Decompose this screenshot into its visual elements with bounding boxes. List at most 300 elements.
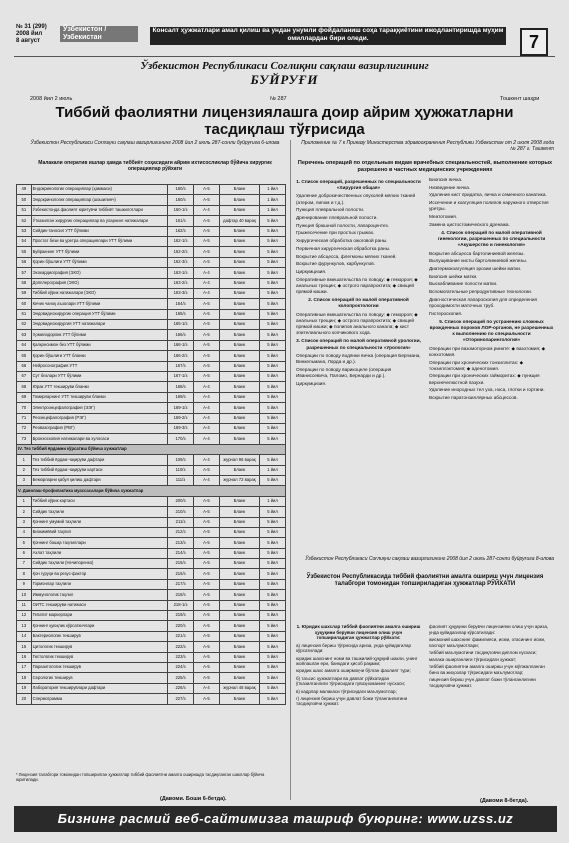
form-type: Бланк [219,631,259,641]
retention-period: 5 йил [260,559,286,569]
section-heading: 1. Юридик шахслар тиббий фаолиятни амалга ошириш ҳуқуқини берувчи лицензия олиш учун топшириладиган ҳужжатлар рўйхати: [296,624,421,641]
row-number: 54 [17,236,32,246]
row-number: 5 [17,538,32,548]
row-number: 6 [17,548,32,558]
paragraph: Вспомогательные репродуктивные технологии. [429,289,532,295]
paragraph: Биопсия шейки матки. [429,273,478,279]
paper-size: А-4 [193,205,219,215]
paper-size: А-5 [193,185,219,195]
form-type: Бланк [219,382,259,392]
row-number: 58 [17,278,32,288]
row-number: 9 [17,579,32,589]
retention-period: 5 йил [260,683,286,693]
table-row [17,662,286,672]
form-type: Бланк [219,413,259,423]
form-type: журнал 96 варақ [219,455,259,465]
documents-list-title: Ўзбекистон Республикасида тиббий фаолиятни амалга ошириш учун лицензия талабгори томонидан топшириладиган ҳужжатлар РЎЙХАТИ [306,574,544,587]
table-row [17,257,286,267]
retention-period: 5 йил [260,320,286,330]
form-name: Ендокринологик операциялар (ҳаммаси) [31,185,167,195]
table-row [17,195,286,205]
table-row [17,569,286,579]
row-number: 56 [17,257,32,267]
paper-size: А-5 [193,569,219,579]
paper-size: А-4 [193,382,219,392]
form-type: Бланк [219,579,259,589]
form-name: Реовазография (РВГ) [31,423,167,433]
form-name: Тез тиббий ёрдам чақируви дафтари [31,455,167,465]
paragraph: юридик шахснинг номи ва ташкилий-ҳуқуқий шакли, унинг жойлашган ери, банкдаги ҳисоб рақами; [296,655,418,667]
decree-number: № 287 [270,96,287,102]
form-code: 161/з [168,216,194,226]
form-name: Цитологик текширув [31,642,167,652]
section-title: V. Даволаш-профилактика муассасалари бўйича хужжатлар [17,486,286,496]
issue-number: № 31 (299) [16,24,47,30]
decree-date: 2008 йил 2 июль [30,96,73,102]
paragraph: Операции при хронических гайморитах: ◆ пункция верхнечелюстной пазухи. [429,373,540,385]
form-name: Эндовидеохирургик операция УТТ бўлими [31,309,167,319]
form-code: 166/з [168,330,194,340]
form-code: 214/з [168,548,194,558]
row-number: 19 [17,683,32,693]
table-row [17,579,286,589]
paper-size: А-5 [193,465,219,475]
form-code: 226/з [168,683,194,693]
row-number: 70 [17,403,32,413]
paragraph: лицензия бериш учун давлат божи тўланганлигини тасдиқловчи ҳужжат. [429,677,536,688]
row-number: 2 [17,507,32,517]
row-number: 8 [17,569,32,579]
row-number: 63 [17,330,32,340]
form-code: 217/з [168,579,194,589]
retention-period: 5 йил [260,507,286,517]
form-type: Бланк [219,517,259,527]
paragraph: Вылущивание кисты бартолиниевой железы. [429,258,528,264]
form-name: Қон гуруҳи ва резус-фактор [31,569,167,579]
left-appendix-note: Ўзбекистон Республикаси Соғлиқни сақлаш вазирлигининг 2008 йил 2 июль 287-сонли буйруғига 6-илова [30,140,280,146]
form-code: 162-2/з [168,247,194,257]
form-type: Бланк [219,642,259,652]
paper-size: А-5 [193,548,219,558]
retention-period: 1 йил [260,185,286,195]
paragraph: юридик шахс амалга оширмоқчи бўлган фаолият тури; [296,668,411,674]
table-row [17,413,286,423]
retention-period: 5 йил [260,361,286,371]
form-code: 163-3/з [168,288,194,298]
operations-col-1 [296,177,421,403]
table-row [17,590,286,600]
form-code: 163-2/з [168,278,194,288]
form-code: 167-1/з [168,372,194,382]
retention-period: 5 йил [260,590,286,600]
forms-table [16,184,286,705]
retention-period: 5 йил [260,392,286,402]
row-number: 60 [17,299,32,309]
form-name: Қорин бўшлиғи УТТ бўлими [31,257,167,267]
paper-size: А-5 [193,673,219,683]
paper-size: А-5 [193,527,219,537]
left-table-heading: Малакали оператив ишлар ҳамда тиббиёт соҳасидаги айрим ихтисосликлар бўйича хирургик операциялар рўйхати [38,160,272,172]
row-number: 4 [17,527,32,537]
page-number: 7 [520,28,548,56]
right-signoff: Ўзбекистон Республикаси Соғлиқни сақлаш вазирлигининг 2008 йил 2 июль 287-сонли буйруғига 8-илова [305,556,554,562]
row-number: 16 [17,652,32,662]
table-row [17,382,286,392]
form-type: Бланк [219,278,259,288]
form-type: Бланк [219,496,259,506]
paper-size: А-5 [193,257,219,267]
column-divider [290,140,291,800]
table-row [17,517,286,527]
form-type: Бланк [219,538,259,548]
decree-kind: БУЙРУҒИ [250,72,319,87]
row-number: 10 [17,590,32,600]
form-name: Простат бези ва уретра операциялари УТТ бўлими [31,236,167,246]
section-heading: 3. Список операций по малой оперативной урологии, разрешенных по специальности «Урология» [296,338,421,350]
paragraph: Дренирование плевральной полости. [296,215,378,221]
paper-size: А-4 [193,278,219,288]
retention-period: 5 йил [260,538,286,548]
form-type: Бланк [219,527,259,537]
paragraph: Операции по поводу варикоцеле (операция Иваниссевича, Паломо, Бернарди и др.). [296,366,392,378]
paragraph: Пункция плевральной полости. [296,207,365,213]
row-number: 55 [17,247,32,257]
table-row [17,538,286,548]
form-code: 160/з [168,195,194,205]
form-code: 169-2/з [168,413,194,423]
form-name: Сийдик таҳлили [31,507,167,517]
retention-period: 5 йил [260,216,286,226]
table-row [17,455,286,465]
form-type: Бланк [219,507,259,517]
header-divider [14,56,555,57]
paper-size: А-4 [193,434,219,444]
paragraph: Вскрытие абсцесса, флегмоны мягких тканей. [296,253,397,259]
retention-period: 5 йил [260,299,286,309]
form-name: Тиббий кўрик натижалари (ЭХО) [31,288,167,298]
article-title: Тиббий фаолиятни лицензиялашга доир айрим ҳужжатларни тасдиқлаш тўғрисида [55,104,514,138]
table-row [17,278,286,288]
paper-size: А-5 [193,507,219,517]
paper-size: А-5 [193,559,219,569]
form-code: 167/з [168,361,194,371]
row-number: 66 [17,361,32,371]
form-code: 169-1/з [168,403,194,413]
paper-size: А-4 [193,268,219,278]
form-type: Бланк [219,340,259,350]
paragraph: Операции при вазомоторном рините: ◆ вазотомия; ◆ конхотомия. [429,345,546,357]
retention-period: 1 йил [260,496,286,506]
table-row [17,496,286,506]
form-name: Гормонлар таҳлили [31,579,167,589]
retention-period: 5 йил [260,268,286,278]
table-row [17,299,286,309]
continued-note-left: (Давоми. Боши 6-бетда). [160,796,227,802]
paragraph: Удаление кист придатка, яичка и семенного канатика. [429,192,547,198]
form-name: Беморларни қабул қилиш дафтари [31,475,167,485]
retention-period: 5 йил [260,652,286,662]
operations-col-2 [429,177,554,403]
paper-size: А-5 [193,299,219,309]
documents-col-1 [296,624,421,709]
form-name: Ўзбекистонда фаолият юритувчи тиббиёт ташкилотлари [31,205,167,215]
paper-size: А-4 [193,475,219,485]
form-name: Ахлат таҳлили [31,548,167,558]
form-code: 223/з [168,652,194,662]
paper-size: А-5 [193,195,219,205]
form-type: Бланк [219,673,259,683]
paragraph: Операции по поводу водянки яичка (операция Бергмана, Винкельмана, Лорда и др.). [296,352,421,365]
form-name: Буйракнинг УТТ бўлими [31,247,167,257]
table-row [17,288,286,298]
paper-size: А-5 [193,611,219,621]
form-name: Сийдик-таносил УТТ бўлими [31,226,167,236]
paper-size: А-5 [193,538,219,548]
decree-heading [16,60,553,88]
form-type: Бланк [219,247,259,257]
form-code: 163-1/з [168,268,194,278]
row-number: 3 [17,517,32,527]
paragraph: жисмоний шахснинг фамилияси, исми, отасининг исми, паспорт маълумотлари; [429,636,546,648]
form-name: Қалқонсимон без УТТ бўлими [31,340,167,350]
form-code: 168/з [168,382,194,392]
table-row [17,527,286,537]
form-code: 210/з [168,507,194,517]
table-row [17,423,286,433]
issue-info [16,24,47,45]
header-banner: Консалт ҳужжатлари амал қилиш ва ундан унумли фойдаланиш соҳа тараққиётини ижодлантиришда муҳим омиллардан бири оледи. [150,27,506,45]
paragraph: Удаление доброкачественных опухолей мягких тканей (атером, липом и т.д.). [296,193,416,205]
row-number: 12 [17,611,32,621]
row-number: 68 [17,382,32,392]
section-heading: 2. Список операций по малой оперативной колопроктологии [308,297,409,309]
row-number: 53 [17,226,32,236]
paper-size: А-5 [193,600,219,610]
form-type: Бланк [219,372,259,382]
form-name: Серологик текширув [31,673,167,683]
form-type: Бланк [219,309,259,319]
retention-period: 5 йил [260,340,286,350]
retention-period: 1 йил [260,205,286,215]
retention-period: 5 йил [260,548,286,558]
row-number: 13 [17,621,32,631]
paper-size: А-5 [193,631,219,641]
paper-size: А-5 [193,216,219,226]
form-type: Бланк [219,288,259,298]
form-name: Қоннинг умумий таҳлили [31,517,167,527]
form-type: Бланк [219,621,259,631]
paragraph: Пункция брюшной полости, лапароцентез. [296,222,389,228]
retention-period: 5 йил [260,288,286,298]
row-number: 71 [17,413,32,423]
decree-city: Тошкент шаҳри [500,96,540,102]
form-code: 200/з [168,496,194,506]
paper-size: А-4 [193,288,219,298]
paragraph: б) таъсис ҳужжатлари ва давлат рўйхатидан ўтказилганлиги тўғрисидаги гувоҳноманинг нусхаси; [296,675,405,687]
paragraph: тиббий фаолиятни амалга ошириш учун мўлжалланган бино ва жиҳозлар тўғрисидаги маълумотлар; [429,664,545,675]
row-number: 59 [17,288,32,298]
paragraph: Оперативные вмешательства по поводу: ◆ геморроя; ◆ анальных трещин; ◆ острого парапроктита; ◆ свищей прямой кишки. [296,276,418,295]
form-code: 219/з [168,611,194,621]
paper-size: А-5 [193,320,219,330]
table-row [17,392,286,402]
table-footnote: * Лицензия талабгори томонидан топширилган ҳужжатлар тиббий фаолиятни амалга оширишда тасдиқланган шакллар бўйича юритилади. [16,772,265,782]
form-name: Иммунологик таҳлил [31,590,167,600]
table-row [17,185,286,195]
retention-period: 5 йил [260,631,286,641]
paper-size: А-5 [193,340,219,350]
retention-period: 5 йил [260,226,286,236]
form-type: Бланк [219,195,259,205]
form-code: 165/з [168,309,194,319]
table-row [17,268,286,278]
row-number: 17 [17,662,32,672]
retention-period: 5 йил [260,579,286,589]
row-number: 52 [17,216,32,226]
row-number: 1 [17,496,32,506]
paragraph: Операции при хронических тонзиллитах: ◆ тонзиллэктомия; ◆ аденотомия. [429,359,524,371]
paper-size: А-4 [193,423,219,433]
form-code: 222/з [168,642,194,652]
form-type: Бланк [219,434,259,444]
retention-period: 5 йил [260,403,286,413]
paragraph: Гистероскопия. [429,310,463,316]
table-row [17,330,286,340]
paragraph: Диагностическая лапароскопия для определения проходимости маточных труб. [429,296,538,308]
form-code: 212/з [168,527,194,537]
paper-size: А-5 [193,517,219,527]
form-type: Бланк [219,569,259,579]
paragraph: Вскрытие фурункулов, карбункулов. [296,261,376,267]
row-number: 64 [17,340,32,350]
row-number: 67 [17,372,32,382]
row-number: 3 [17,475,32,485]
paragraph: фаолият ҳуқуқини берувчи лицензияни олиш учун ариза, унда қуйидагилар кўрсатилади: [429,624,549,635]
form-type: Бланк [219,392,259,402]
form-code: 224/з [168,662,194,672]
form-code: 169-3/з [168,423,194,433]
form-type: Бланк [219,559,259,569]
form-code: 110/з [168,465,194,475]
form-type: Бланк [219,185,259,195]
documents-columns [296,624,554,709]
retention-period: 5 йил [260,278,286,288]
table-row [17,216,286,226]
form-name: Қоннинг қуюқлик кўрсаткичлари [31,621,167,631]
form-code: 211/з [168,517,194,527]
form-code: 160-1/з [168,205,194,215]
paragraph: малака оширганлиги тўғрисидаги ҳужжат; [429,657,517,663]
form-name: Бактериологик текширув [31,631,167,641]
paper-size: А-5 [193,351,219,361]
form-code: 221/з [168,631,194,641]
paper-size: А-5 [193,496,219,506]
row-number: 20 [17,694,32,704]
retention-period: 5 йил [260,694,286,704]
form-name: Бронхоскопия натижалари ва хулосаси [31,434,167,444]
form-code: 225/з [168,673,194,683]
form-code: 162/з [168,226,194,236]
form-type: Бланк [219,465,259,475]
form-name: Эхокардиография (ЭХО) [31,268,167,278]
form-type: Бланк [219,299,259,309]
paragraph: Иссечение и коагуляция полипов наружного отверстия уретры. [429,200,549,212]
form-name: Кичик чаноқ аъзолари УТТ бўлими [31,299,167,309]
retention-period: 5 йил [260,475,286,485]
table-row [17,694,286,704]
section-heading: 1. Список операций, разрешенных по специальности «Хирургия общая» [296,179,421,191]
form-code: 220/з [168,621,194,631]
retention-period: 5 йил [260,330,286,340]
paragraph: тиббий маълумотини тасдиқловчи диплом нусхаси; [429,649,537,655]
table-row [17,309,286,319]
row-number: 72 [17,423,32,433]
form-name: Реоэнцефалография (РЭГ) [31,413,167,423]
form-type: Бланк [219,590,259,600]
form-type: журнал 48 варақ [219,683,259,693]
retention-period: 5 йил [260,600,286,610]
paragraph: Низведение яичка. [429,184,471,190]
retention-period: 5 йил [260,236,286,246]
form-name: Ҳомиладорлик УТТ бўлими [31,330,167,340]
issue-year: 2008 йил [16,31,43,37]
form-name: Биокимёвий таҳлил [31,527,167,537]
form-code: 111/з [168,475,194,485]
form-code: 160/з [168,185,194,195]
form-code: 216/з [168,569,194,579]
form-type: Бланк [219,361,259,371]
row-number: 7 [17,559,32,569]
paper-size: А-5 [193,642,219,652]
right-column [296,160,554,403]
paragraph: Вскрытие паратонзиллярных абсцессов. [429,395,518,401]
paper-size: А-4 [193,413,219,423]
decree-government: Ўзбекистон Республикаси Соғлиқни сақлаш вазирлигининг [140,60,429,72]
table-row [17,361,286,371]
paragraph: Грыжесечение при простых грыжах. [296,230,375,236]
table-row [17,673,286,683]
paper-size: А-5 [193,662,219,672]
row-number: 69 [17,392,32,402]
website-banner: Бизнинг расмий веб-сайтимизга ташриф буюринг: www.uzss.uz [14,806,557,832]
paragraph: г) лицензия бериш учун давлат божи тўланганлигини тасдиқловчи ҳужжат. [296,695,408,707]
masthead [0,0,569,52]
row-number: 1 [17,455,32,465]
paper-size: А-5 [193,247,219,257]
table-row [17,372,286,382]
right-appendix-note: Приложение № 7 к Приказу Министерства здравоохранения Республики Узбекистан от 2 июля 2008 года № 287 г. Ташкент [301,140,554,152]
retention-period: 5 йил [260,351,286,361]
table-section-row [17,444,286,454]
retention-period: 5 йил [260,247,286,257]
paragraph: Замена цистостомического дренажа. [429,221,510,227]
retention-period: 5 йил [260,434,286,444]
table-row [17,559,286,569]
form-type: Бланк [219,226,259,236]
retention-period: 5 йил [260,455,286,465]
retention-period: 5 йил [260,257,286,267]
table-row [17,611,286,621]
form-name: Нейросонография УТТ [31,361,167,371]
form-name: Спермограмма [31,694,167,704]
form-code: 218-1/з [168,600,194,610]
paragraph: в) кадрлар малакаси тўғрисидаги маълумотлар; [296,688,397,694]
table-row [17,465,286,475]
retention-period: 5 йил [260,382,286,392]
row-number: 15 [17,642,32,652]
form-code: 164/з [168,299,194,309]
paper-size: А-5 [193,361,219,371]
